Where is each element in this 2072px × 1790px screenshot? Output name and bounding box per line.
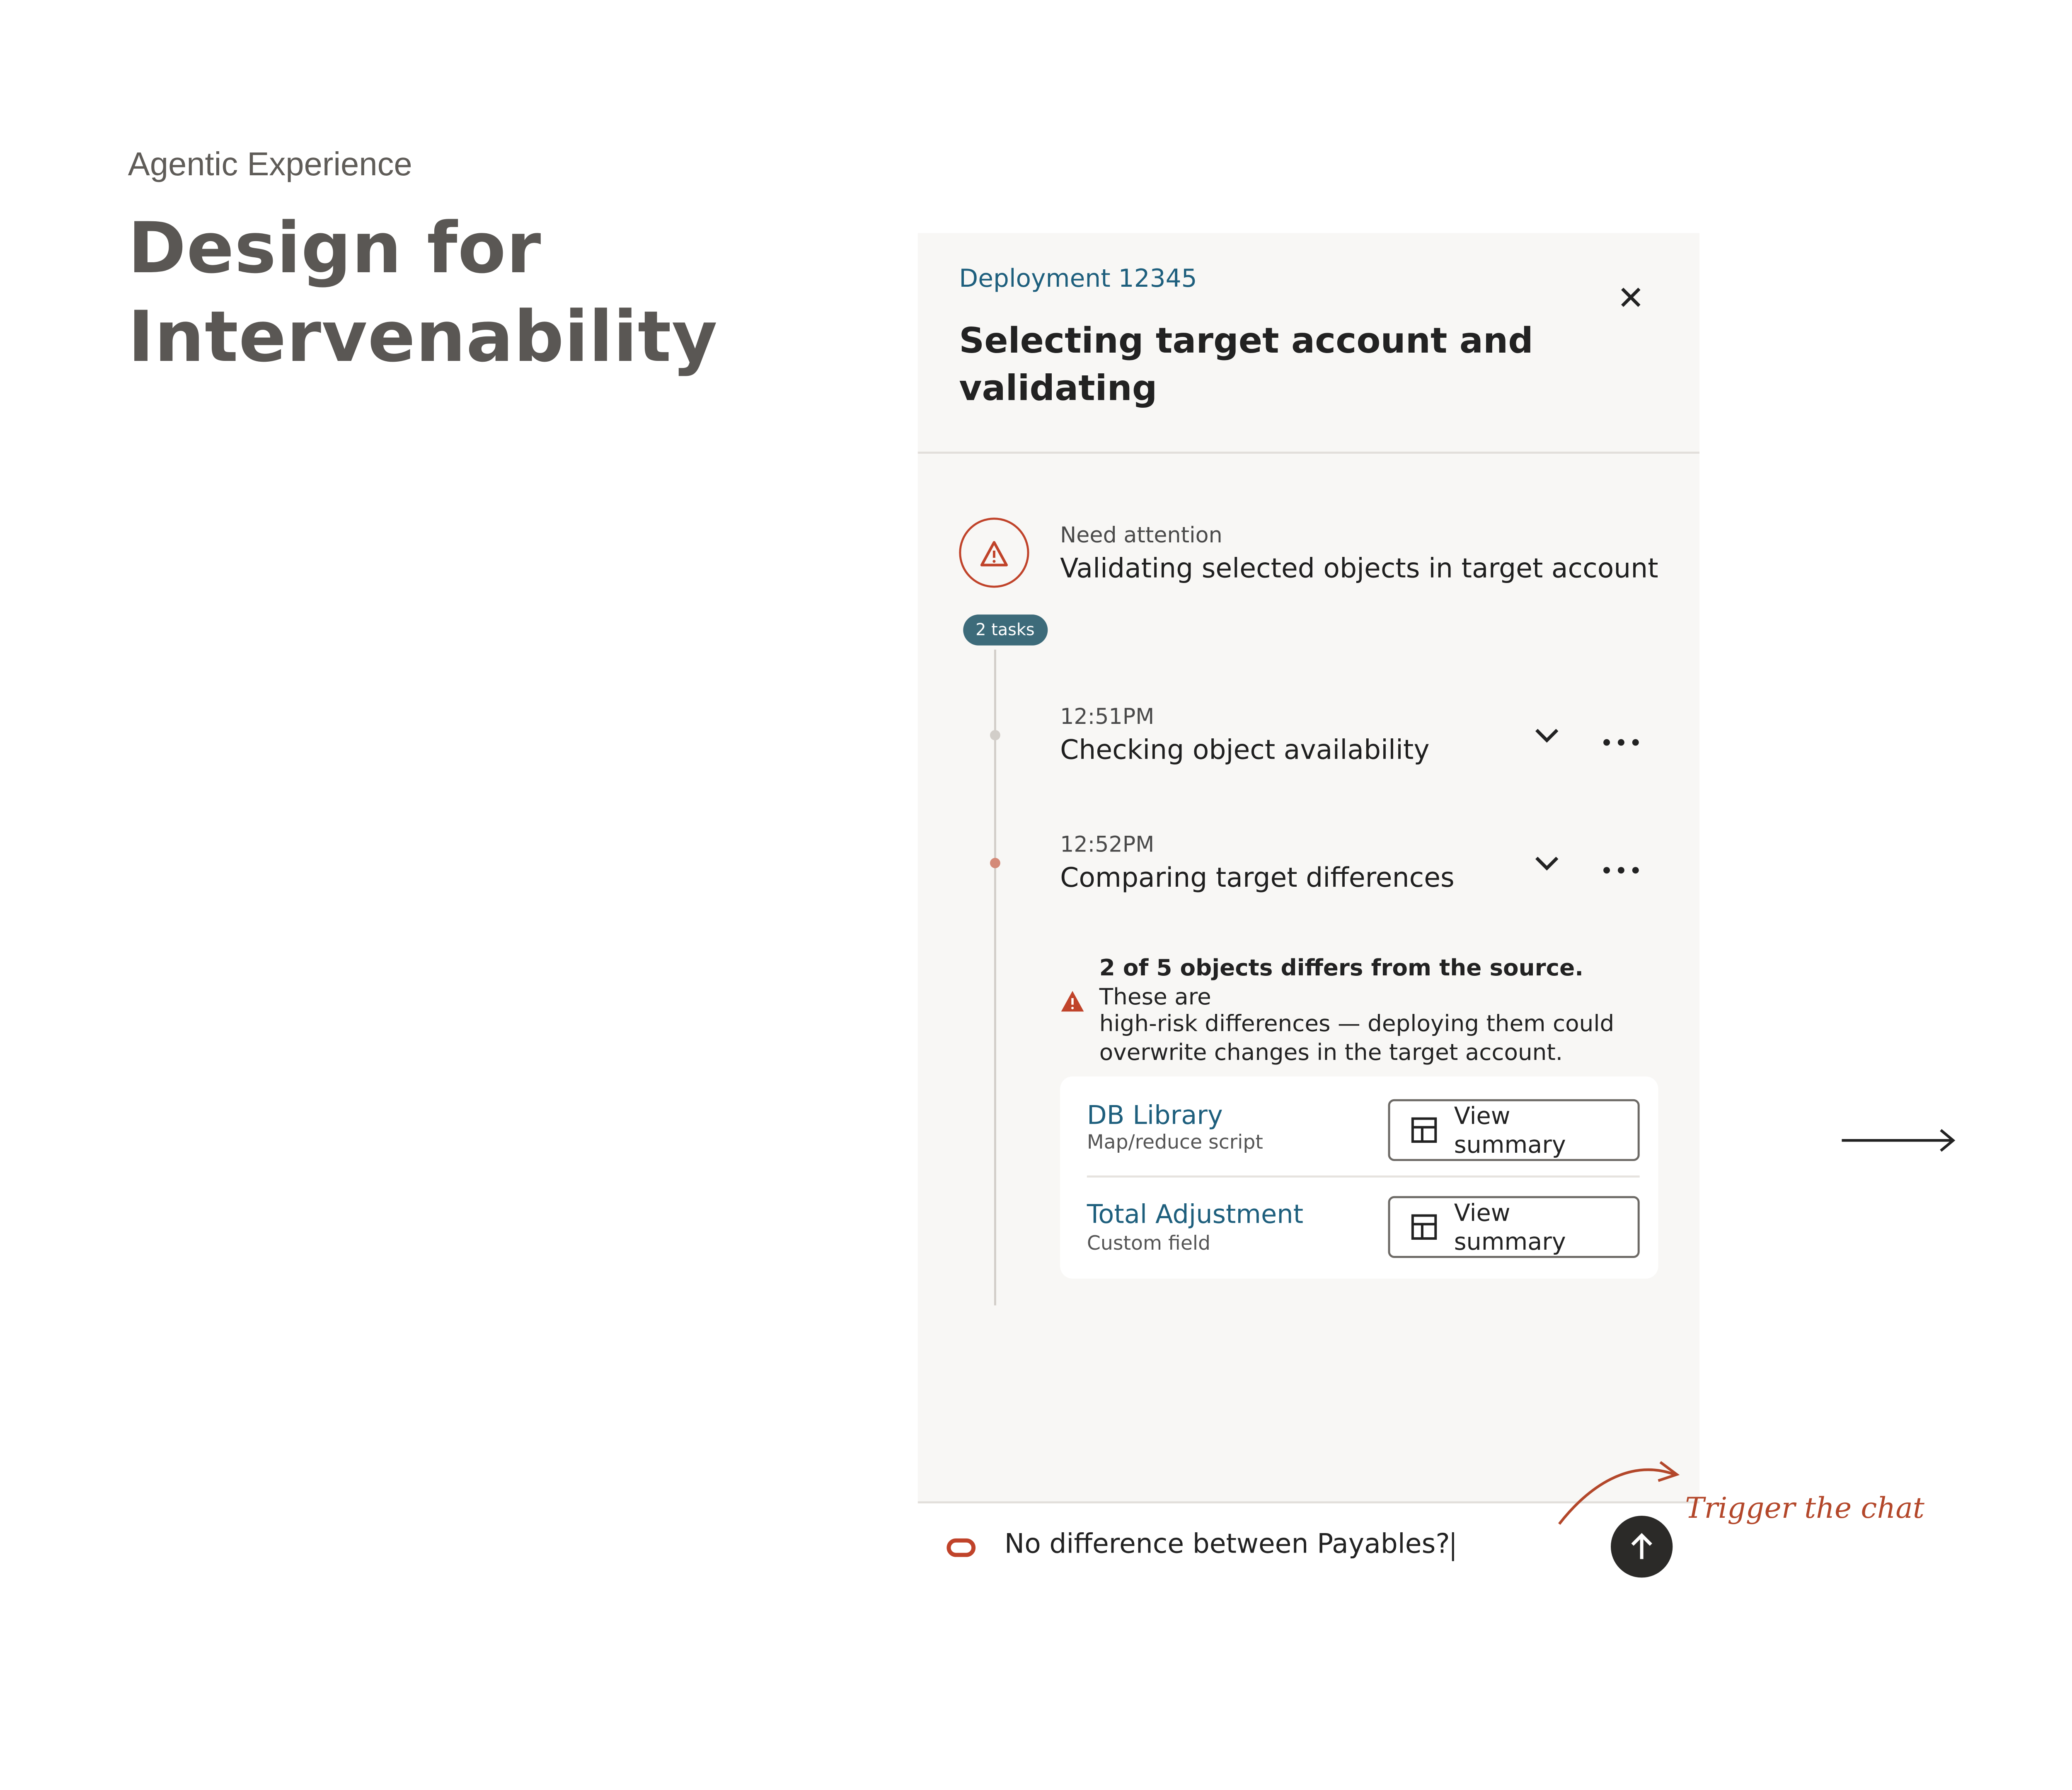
chat-input[interactable] xyxy=(1005,1530,1454,1561)
more-options-icon[interactable] xyxy=(1602,720,1640,753)
object-link-total-adjustment[interactable]: Total Adjustment xyxy=(1087,1198,1304,1229)
warning-icon xyxy=(959,518,1029,588)
slide-title-line2: Intervenability xyxy=(128,297,718,380)
slide-title-line1: Design for xyxy=(128,208,542,291)
table-icon xyxy=(1411,1212,1438,1241)
timeline-dot-task-2 xyxy=(990,858,1000,868)
text-cursor xyxy=(1452,1531,1454,1560)
left-progress-panel xyxy=(918,233,1699,1594)
attention-title: Validating selected objects in target account xyxy=(1060,554,1658,586)
warning-line3: overwrite changes in the target account. xyxy=(1099,1038,1563,1065)
difference-warning xyxy=(1099,955,1636,1066)
objects-card xyxy=(1060,1076,1658,1279)
deployment-label: Deployment 12345 xyxy=(959,264,1197,293)
object-type: Map/reduce script xyxy=(1087,1132,1263,1155)
panel-title-line2: validating xyxy=(959,369,1157,411)
chevron-down-icon[interactable] xyxy=(1535,718,1559,751)
panel-title-line1: Selecting target account and xyxy=(959,322,1533,363)
timeline-dot-task-1 xyxy=(990,730,1000,740)
view-summary-button[interactable] xyxy=(1388,1099,1640,1161)
chevron-down-icon[interactable] xyxy=(1535,846,1559,879)
tasks-badge[interactable]: 2 tasks xyxy=(963,614,1047,646)
close-icon[interactable]: ✕ xyxy=(1617,282,1645,318)
panel-title xyxy=(959,319,1533,414)
task-1-time: 12:51PM xyxy=(1060,705,1155,730)
warning-line1-rest: These are xyxy=(1099,982,1211,1010)
task-2-time: 12:52PM xyxy=(1060,833,1155,858)
timeline-line xyxy=(994,650,996,1306)
task-1-title: Checking object availability xyxy=(1060,736,1430,767)
object-link-db-library[interactable]: DB Library xyxy=(1087,1099,1223,1130)
warning-line2: high-risk differences — deploying them could xyxy=(1099,1010,1615,1038)
chat-input-value: No difference between Payables? xyxy=(1004,1530,1450,1561)
trigger-arrow-icon xyxy=(1551,1450,1695,1532)
view-summary-label: View summary xyxy=(1454,1101,1566,1159)
slide-eyebrow: Agentic Experience xyxy=(128,148,412,184)
arrow-up-icon xyxy=(1629,1532,1654,1561)
more-options-icon[interactable] xyxy=(1602,848,1640,881)
view-summary-button[interactable] xyxy=(1388,1196,1640,1258)
transition-arrow-icon xyxy=(1840,1126,1959,1155)
task-2-title: Comparing target differences xyxy=(1060,864,1455,895)
view-summary-label: View summary xyxy=(1454,1198,1566,1256)
left-panel-header xyxy=(918,233,1699,454)
attention-label: Need attention xyxy=(1060,524,1222,549)
alert-triangle-icon xyxy=(1060,986,1085,1023)
object-type: Custom field xyxy=(1087,1233,1211,1256)
oracle-logo-icon xyxy=(946,1538,975,1557)
card-divider xyxy=(1087,1176,1640,1178)
table-icon xyxy=(1411,1116,1438,1145)
warning-bold: 2 of 5 objects differs from the source. xyxy=(1099,955,1584,982)
annotation-trigger-chat: Trigger the chat xyxy=(1685,1493,1924,1526)
slide-title xyxy=(128,206,718,384)
